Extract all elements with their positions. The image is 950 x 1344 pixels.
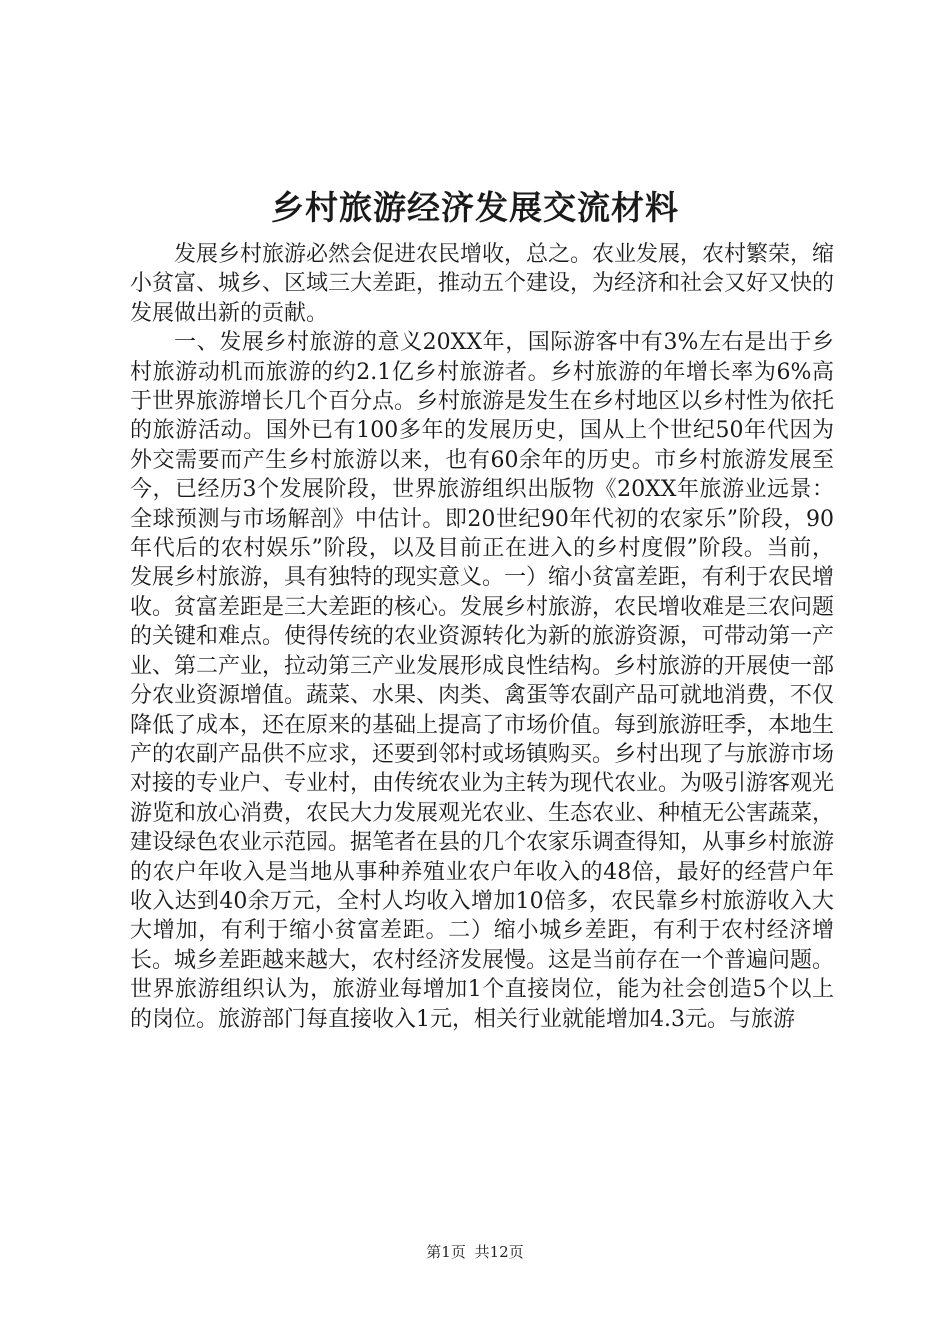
paragraph-intro: 发展乡村旅游必然会促进农民增收，总之。农业发展，农村繁荣，缩小贫富、城乡、区域三大差距，推动五个建设，为经济和社会又好又快的发展做出新的贡献。: [130, 242, 835, 326]
page-title: 乡村旅游经济发展交流材料: [271, 188, 679, 227]
document-body: [130, 240, 834, 1034]
page-number: 第1页: [426, 1243, 466, 1261]
page-footer: [0, 1242, 950, 1262]
page-total: 共12页: [474, 1243, 524, 1261]
paragraph-significance: 一、发展乡村旅游的意义20XX年，国际游客中有3%左右是出于乡村旅游动机而旅游的约2.1亿乡村旅游者。乡村旅游的年增长率为6%高于世界旅游增长几个百分点。乡村旅游是发生在乡村地区以乡村性为依托的旅游活动。国外已有100多年的发展历史，国从上个世纪50年代因为外交需要而产生乡村旅游以来，也有60余年的历史。市乡村旅游发展至今，已经历3个发展阶段，世界旅游组织出版物《20XX年旅游业远景：全球预测与市场解剖》中估计。即20世纪90年代初的农家乐”阶段，90年代后的农村娱乐”阶段，以及目前正在进入的乡村度假”阶段。当前，发展乡村旅游，具有独特的现实意义。一）缩小贫富差距，有利于农民增收。贫富差距是三大差距的核心。发展乡村旅游，农民增收难是三农问题的关键和难点。使得传统的农业资源转化为新的旅游资源，可带动第一产业、第二产业，拉动第三产业发展形成良性结构。乡村旅游的开展使一部分农业资源增值。蔬菜、水果、肉类、禽蛋等农副产品可就地消费，不仅降低了成本，还在原来的基础上提高了市场价值。每到旅游旺季，本地生产的农副产品供不应求，还要到邻村或场镇购买。乡村出现了与旅游市场对接的专业户、专业村，由传统农业为主转为现代农业。为吸引游客观光游览和放心消费，农民大力发展观光农业、生态农业、种植无公害蔬菜，建设绿色农业示范园。据笔者在县的几个农家乐调查得知，从事乡村旅游的农户年收入是当地从事种养殖业农户年收入的48倍，最好的经营户年收入达到40余万元，全村人均收入增加10倍多，农民靠乡村旅游收入大大增加，有利于缩小贫富差距。二）缩小城乡差距，有利于农村经济增长。城乡差距越来越大，农村经济发展慢。这是当前存在一个普遍问题。世界旅游组织认为，旅游业每增加1个直接岗位，能为社会创造5个以上的岗位。旅游部门每直接收入1元，相关行业就能增加4.3元。与旅游: [130, 330, 835, 1032]
